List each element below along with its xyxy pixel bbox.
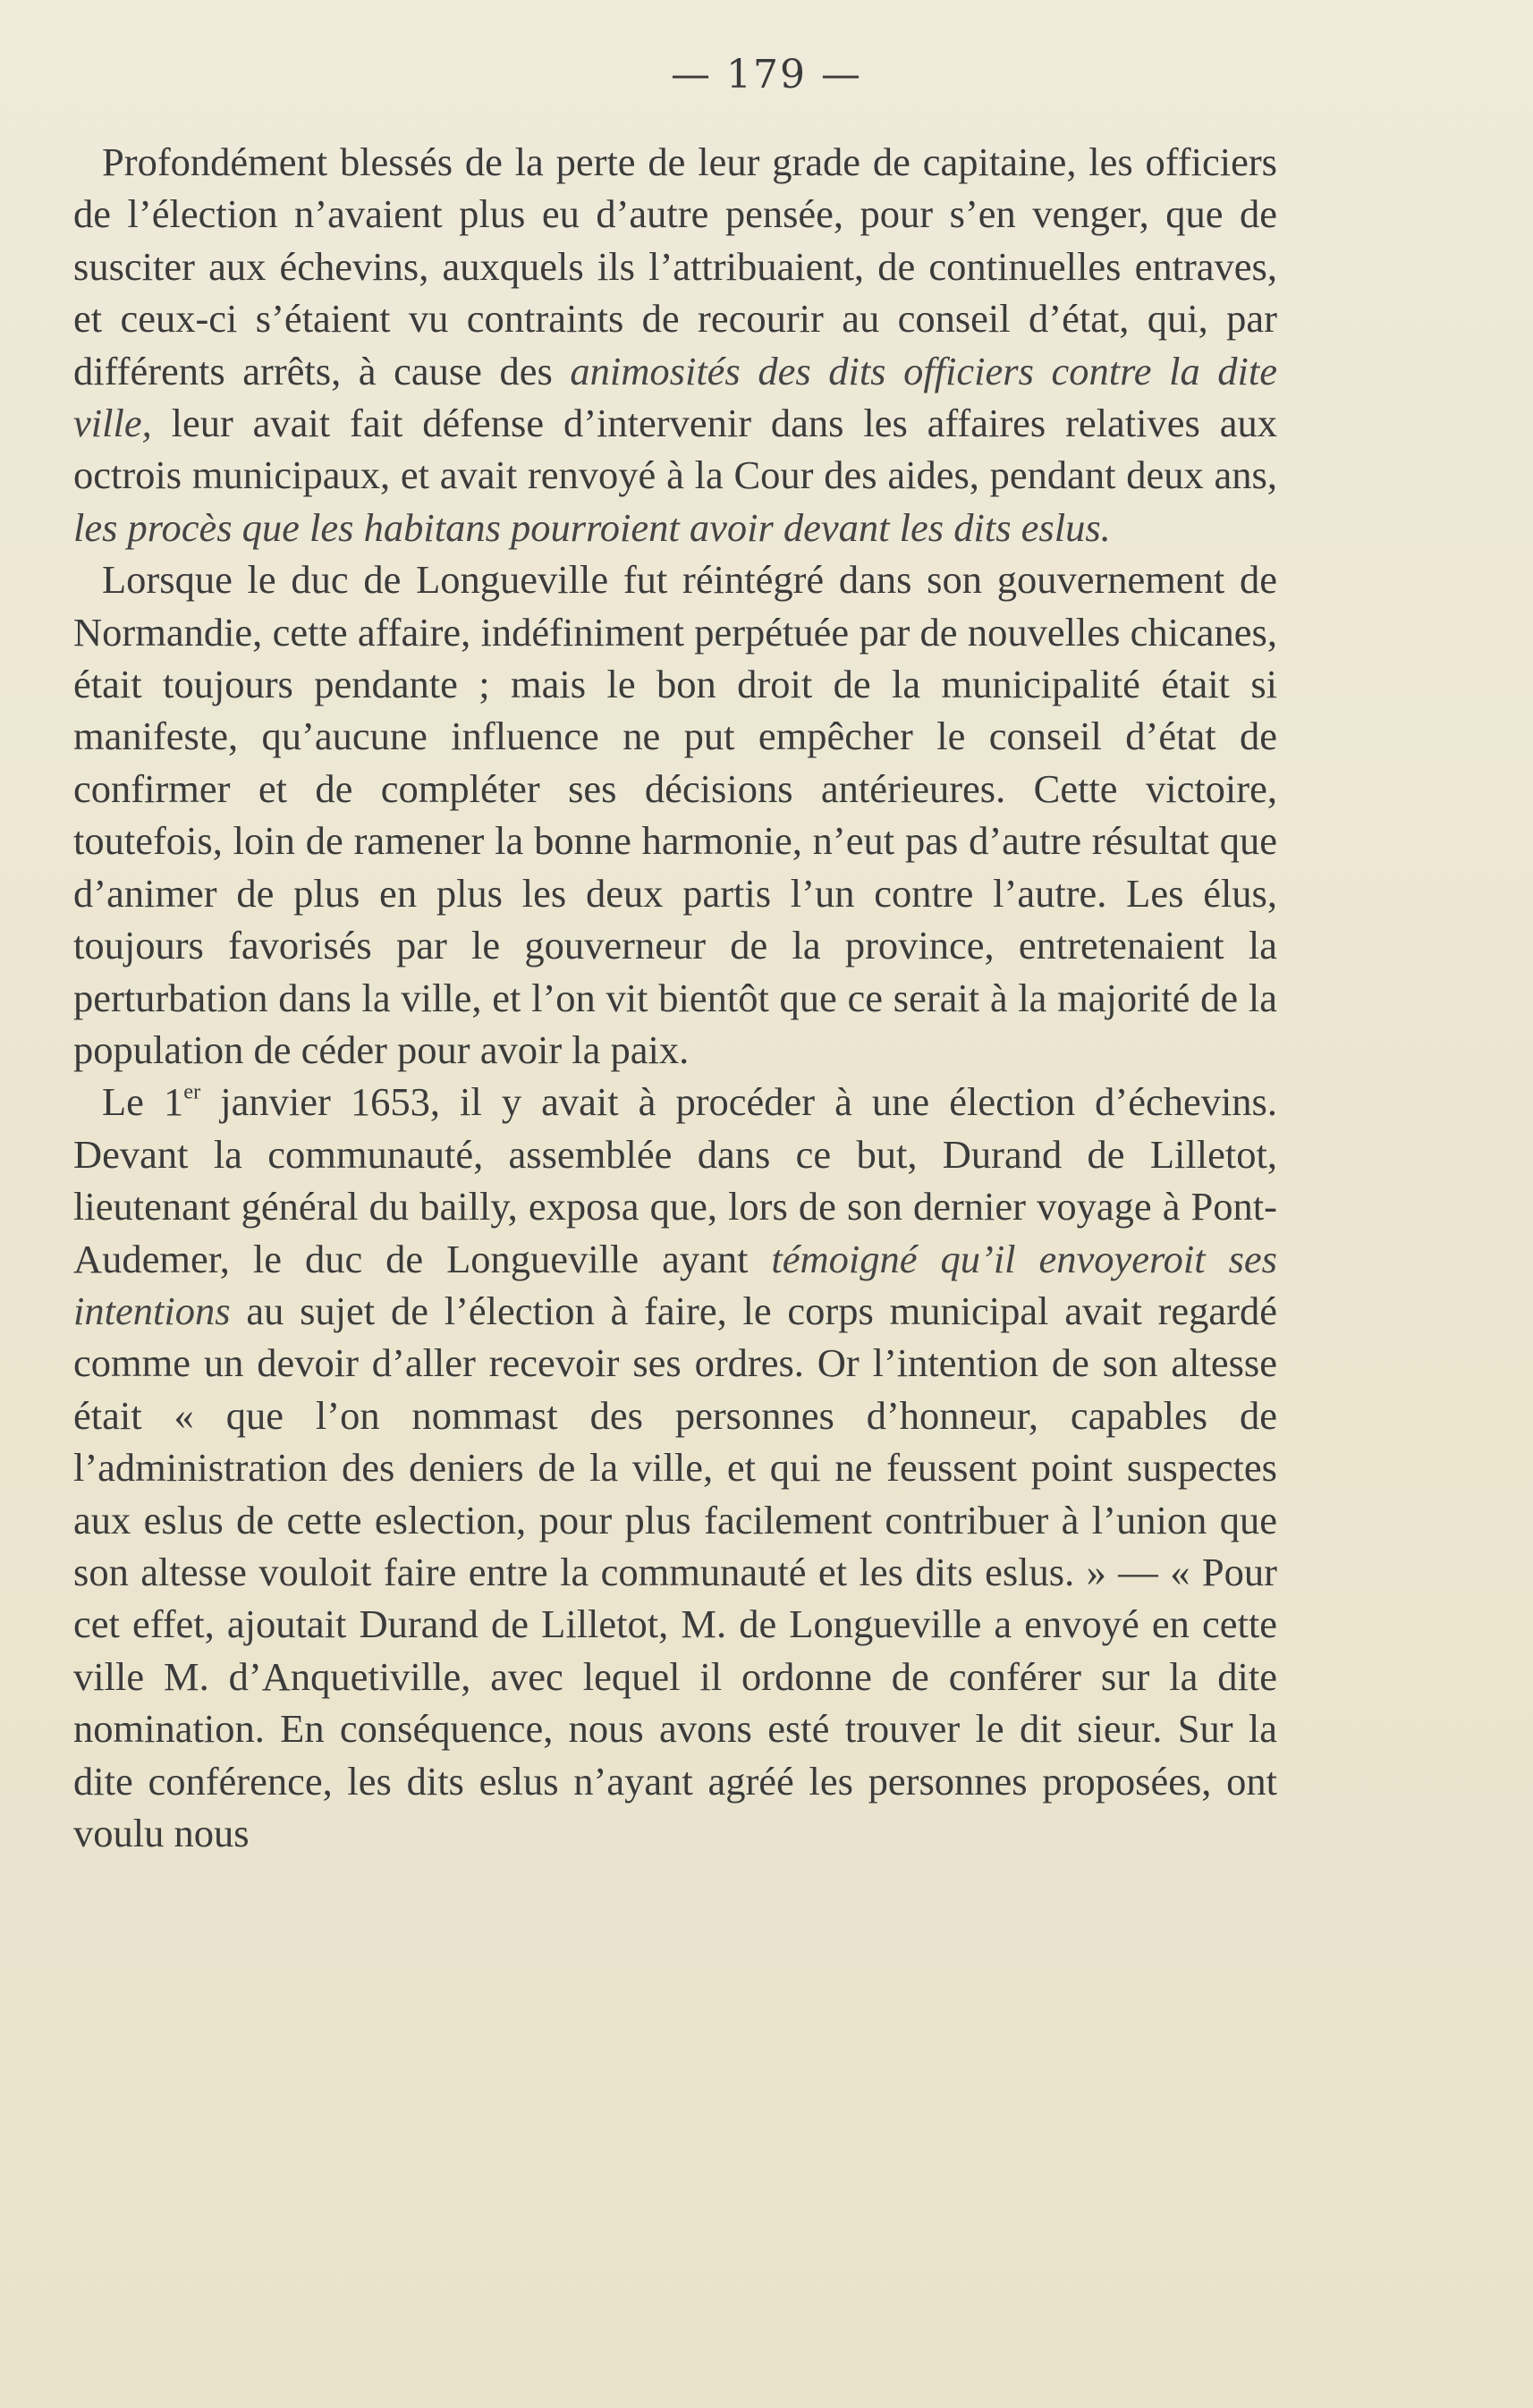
paragraph-1-text-b: leur avait fait défense d’intervenir dans les affaires relatives aux octrois municipaux, et avait renvoyé à la Cour des aides, pendant deux ans, [73,401,1277,498]
page-number: — 179 — [671,52,862,97]
body-text [73,136,1277,1859]
paragraph-3-text-a: Le 1 [102,1079,184,1125]
paragraph-1 [73,136,1277,553]
paragraph-3 [73,1076,1277,1859]
paragraph-3-text-c: au sujet de l’élection à faire, le corps municipal avait regardé comme un devoir d’aller recevoir ses ordres. Or l’intention de son altesse était « que l’on nommast des personnes d’honneur, capables de l’administration des deniers de la ville, et qui ne feussent point suspectes aux eslus de cette eslection, pour plus facilement contribuer à l’union que son altesse vouloit faire entre la communauté et les dits eslus. » — « Pour cet effet, ajoutait Durand de Lilletot, M. de Longueville a envoyé en cette ville M. d’Anquetiville, avec lequel il ordonne de conférer sur la dite nomination. En conséquence, nous avons esté trouver le dit sieur. Sur la dite conférence, les dits eslus n’ayant agréé les personnes proposées, ont voulu nous [73,1288,1277,1855]
ordinal-superscript: er [183,1079,201,1104]
paragraph-3-text-b: janvier 1653, il y avait à procéder à une élection d’échevins. Devant la communauté, assemblée dans ce but, Durand de Lilletot, lieutenant général du bailly, exposa que, lors de son dernier voyage à Pont-Audemer, le duc de Longueville ayant [73,1079,1277,1281]
paragraph-2 [73,553,1277,1076]
paragraph-1-italic-quote-a: animosités des dits officiers contre la dite ville, [73,348,1277,446]
paragraph-3-italic-quote: témoigné qu’il envoyeroit ses intentions [73,1236,1277,1333]
paragraph-1-italic-quote-b: les procès que les habitans pourroient avoir devant les dits eslus. [73,504,1111,550]
paragraph-2-text: Lorsque le duc de Longueville fut réintégré dans son gouvernement de Normandie, cette affaire, indéfiniment perpétuée par de nouvelles chicanes, était toujours pendante ; mais le bon droit de la municipalité était si manifeste, qu’aucune influence ne put empêcher le conseil d’état de confirmer et de compléter ses décisions antérieures. Cette victoire, toutefois, loin de ramener la bonne harmonie, n’eut pas d’autre résultat que d’animer de plus en plus les deux partis l’un contre l’autre. Les élus, toujours favorisés par le gouverneur de la province, entretenaient la perturbation dans la ville, et l’on vit bientôt que ce serait à la majorité de la population de céder pour avoir la paix. [73,557,1277,1072]
paragraph-1-text-a: Profondément blessés de la perte de leur grade de capitaine, les officiers de l’élection n’avaient plus eu d’autre pensée, pour s’en venger, que de susciter aux échevins, auxquels ils l’attribuaient, de continuelles entraves, et ceux-ci s’étaient vu contraints de recourir au conseil d’état, qui, par différents arrêts, à cause des [73,139,1277,393]
